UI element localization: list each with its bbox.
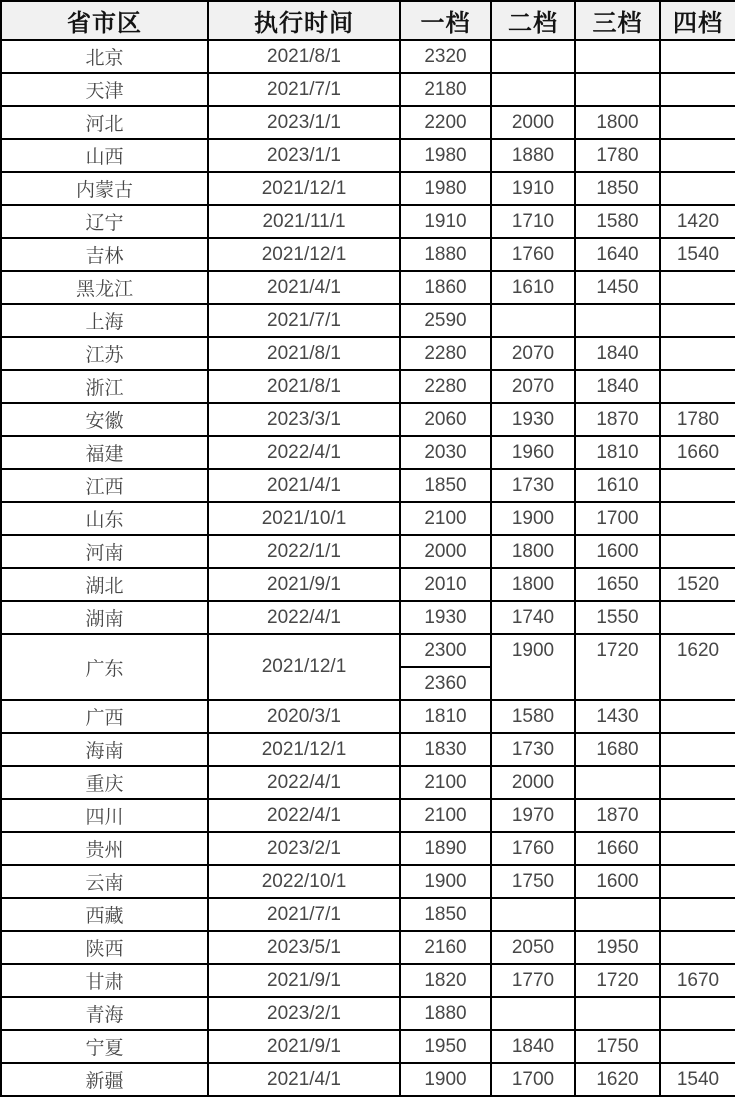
date-cell: 2022/4/1: [208, 766, 400, 799]
tier3-cell: 1870: [575, 403, 660, 436]
date-cell: 2021/12/1: [208, 172, 400, 205]
tier1-cell: 2300: [400, 634, 491, 667]
tier1-cell: 1850: [400, 469, 491, 502]
tier1-cell: 2100: [400, 799, 491, 832]
region-cell: 陕西: [1, 931, 208, 964]
tier1-cell: 1900: [400, 1063, 491, 1096]
table-row: [1, 799, 735, 832]
region-cell: 海南: [1, 733, 208, 766]
tier3-cell: [575, 766, 660, 799]
table-row: [1, 1063, 735, 1096]
tier2-cell: 2070: [491, 337, 575, 370]
region-cell: 北京: [1, 40, 208, 73]
table-row: [1, 733, 735, 766]
tier3-cell: 1780: [575, 139, 660, 172]
tier4-cell: [660, 898, 735, 931]
tier1-cell: 1860: [400, 271, 491, 304]
tier1-cell: 2030: [400, 436, 491, 469]
tier2-cell: 2050: [491, 931, 575, 964]
region-cell: 福建: [1, 436, 208, 469]
tier2-cell: 1740: [491, 601, 575, 634]
tier4-cell: [660, 865, 735, 898]
tier1-cell: 2160: [400, 931, 491, 964]
tier3-cell: 1840: [575, 337, 660, 370]
table-row: [1, 700, 735, 733]
tier3-cell: 1660: [575, 832, 660, 865]
table-row: [1, 601, 735, 634]
tier3-cell: 1870: [575, 799, 660, 832]
tier1-cell: 2010: [400, 568, 491, 601]
column-header-tier4: 四档: [660, 1, 735, 40]
region-cell: 河北: [1, 106, 208, 139]
tier3-cell: 1610: [575, 469, 660, 502]
region-cell: 湖南: [1, 601, 208, 634]
tier2-cell: 1730: [491, 733, 575, 766]
tier3-cell: 1620: [575, 1063, 660, 1096]
date-cell: 2023/1/1: [208, 139, 400, 172]
tier3-cell: 1800: [575, 106, 660, 139]
tier4-cell: 1670: [660, 964, 735, 997]
column-header-region: 省市区: [1, 1, 208, 40]
tier2-cell: [491, 73, 575, 106]
tier3-cell: [575, 898, 660, 931]
date-cell: 2023/2/1: [208, 997, 400, 1030]
tier3-cell: 1950: [575, 931, 660, 964]
table-row: [1, 370, 735, 403]
tier4-cell: 1620: [660, 634, 735, 700]
table-header: [1, 1, 735, 40]
region-cell: 江西: [1, 469, 208, 502]
tier2-cell: [491, 997, 575, 1030]
table-row: [1, 73, 735, 106]
date-cell: 2021/12/1: [208, 733, 400, 766]
date-cell: 2020/3/1: [208, 700, 400, 733]
table-row: [1, 898, 735, 931]
tier4-cell: [660, 73, 735, 106]
table-row: [1, 865, 735, 898]
tier3-cell: 1680: [575, 733, 660, 766]
table-row: [1, 535, 735, 568]
region-cell: 新疆: [1, 1063, 208, 1096]
tier1-cell: 2100: [400, 502, 491, 535]
date-cell: 2021/7/1: [208, 73, 400, 106]
date-cell: 2021/4/1: [208, 1063, 400, 1096]
table-row: [1, 1030, 735, 1063]
tier4-cell: 1540: [660, 238, 735, 271]
tier4-cell: [660, 40, 735, 73]
region-cell: 青海: [1, 997, 208, 1030]
tier1-cell: 1830: [400, 733, 491, 766]
tier2-cell: 1800: [491, 535, 575, 568]
region-cell: 内蒙古: [1, 172, 208, 205]
region-cell: 上海: [1, 304, 208, 337]
tier4-cell: [660, 502, 735, 535]
date-cell: 2021/4/1: [208, 469, 400, 502]
date-cell: 2021/8/1: [208, 337, 400, 370]
tier2-cell: 1580: [491, 700, 575, 733]
tier2-cell: 1970: [491, 799, 575, 832]
region-cell: 广西: [1, 700, 208, 733]
tier1-cell: 1820: [400, 964, 491, 997]
tier3-cell: 1550: [575, 601, 660, 634]
tier3-cell: 1810: [575, 436, 660, 469]
tier3-cell: 1850: [575, 172, 660, 205]
table-row: [1, 964, 735, 997]
tier3-cell: 1600: [575, 535, 660, 568]
tier2-cell: 1700: [491, 1063, 575, 1096]
tier3-cell: 1640: [575, 238, 660, 271]
tier2-cell: 1610: [491, 271, 575, 304]
tier3-cell: 1600: [575, 865, 660, 898]
tier2-cell: 1770: [491, 964, 575, 997]
tier2-cell: 1880: [491, 139, 575, 172]
table-row: [1, 139, 735, 172]
table-row: [1, 931, 735, 964]
tier4-cell: [660, 700, 735, 733]
tier3-cell: 1840: [575, 370, 660, 403]
tier4-cell: 1420: [660, 205, 735, 238]
tier2-cell: 1760: [491, 238, 575, 271]
region-cell: 浙江: [1, 370, 208, 403]
tier2-cell: [491, 898, 575, 931]
tier2-cell: 1750: [491, 865, 575, 898]
table-row: [1, 997, 735, 1030]
tier4-cell: [660, 469, 735, 502]
tier3-cell: 1450: [575, 271, 660, 304]
region-cell: 黑龙江: [1, 271, 208, 304]
region-cell: 四川: [1, 799, 208, 832]
tier4-cell: [660, 271, 735, 304]
date-cell: 2021/7/1: [208, 304, 400, 337]
date-cell: 2023/1/1: [208, 106, 400, 139]
tier4-cell: 1660: [660, 436, 735, 469]
region-cell: 云南: [1, 865, 208, 898]
date-cell: 2021/12/1: [208, 238, 400, 271]
column-header-tier2: 二档: [491, 1, 575, 40]
tier4-cell: [660, 931, 735, 964]
tier4-cell: 1780: [660, 403, 735, 436]
tier3-cell: [575, 73, 660, 106]
tier4-cell: [660, 832, 735, 865]
date-cell: 2021/9/1: [208, 1030, 400, 1063]
tier3-cell: 1720: [575, 964, 660, 997]
tier2-cell: 2000: [491, 106, 575, 139]
tier2-cell: 1800: [491, 568, 575, 601]
tier2-cell: 2000: [491, 766, 575, 799]
tier2-cell: 1960: [491, 436, 575, 469]
table-row: [1, 502, 735, 535]
region-cell: 河南: [1, 535, 208, 568]
date-cell: 2021/9/1: [208, 568, 400, 601]
table-body: [1, 40, 735, 1096]
tier4-cell: [660, 304, 735, 337]
table-row: [1, 271, 735, 304]
tier1-cell: 1980: [400, 139, 491, 172]
region-cell: 吉林: [1, 238, 208, 271]
tier1-cell: 2180: [400, 73, 491, 106]
tier1-cell: 1980: [400, 172, 491, 205]
region-cell: 重庆: [1, 766, 208, 799]
tier1-cell: 2060: [400, 403, 491, 436]
date-cell: 2021/4/1: [208, 271, 400, 304]
tier1-cell: 2280: [400, 337, 491, 370]
tier2-cell: 1900: [491, 502, 575, 535]
table-row: [1, 106, 735, 139]
tier4-cell: [660, 997, 735, 1030]
date-cell: 2023/5/1: [208, 931, 400, 964]
region-cell: 贵州: [1, 832, 208, 865]
tier1-cell: 2320: [400, 40, 491, 73]
header-row: [1, 1, 735, 40]
date-cell: 2021/11/1: [208, 205, 400, 238]
region-cell: 宁夏: [1, 1030, 208, 1063]
tier1-cell: 1850: [400, 898, 491, 931]
region-cell: 西藏: [1, 898, 208, 931]
tier1-cell: 2000: [400, 535, 491, 568]
region-cell: 山东: [1, 502, 208, 535]
tier4-cell: 1520: [660, 568, 735, 601]
date-cell: 2022/1/1: [208, 535, 400, 568]
date-cell: 2023/3/1: [208, 403, 400, 436]
date-cell: 2021/8/1: [208, 370, 400, 403]
tier2-cell: 1840: [491, 1030, 575, 1063]
tier4-cell: [660, 139, 735, 172]
table-row: [1, 634, 735, 667]
tier2-cell: 1910: [491, 172, 575, 205]
tier1-cell: 2360: [400, 667, 491, 700]
tier4-cell: [660, 601, 735, 634]
tier4-cell: [660, 766, 735, 799]
region-cell: 天津: [1, 73, 208, 106]
region-cell: 广东: [1, 634, 208, 700]
tier1-cell: 1810: [400, 700, 491, 733]
tier1-cell: 1950: [400, 1030, 491, 1063]
table-row: [1, 172, 735, 205]
tier3-cell: 1700: [575, 502, 660, 535]
tier1-cell: 1890: [400, 832, 491, 865]
table-row: [1, 832, 735, 865]
table-row: [1, 304, 735, 337]
tier3-cell: 1580: [575, 205, 660, 238]
tier1-cell: 1910: [400, 205, 491, 238]
date-cell: 2021/7/1: [208, 898, 400, 931]
tier1-cell: 2200: [400, 106, 491, 139]
date-cell: 2021/9/1: [208, 964, 400, 997]
tier4-cell: [660, 106, 735, 139]
tier4-cell: 1540: [660, 1063, 735, 1096]
date-cell: 2022/4/1: [208, 436, 400, 469]
tier2-cell: [491, 304, 575, 337]
tier1-cell: 1900: [400, 865, 491, 898]
tier1-cell: 2100: [400, 766, 491, 799]
tier4-cell: [660, 172, 735, 205]
date-cell: 2021/8/1: [208, 40, 400, 73]
table-row: [1, 469, 735, 502]
date-cell: 2021/12/1: [208, 634, 400, 700]
region-cell: 辽宁: [1, 205, 208, 238]
tier3-cell: 1720: [575, 634, 660, 700]
tier4-cell: [660, 337, 735, 370]
tier2-cell: 1710: [491, 205, 575, 238]
region-cell: 山西: [1, 139, 208, 172]
tier2-cell: [491, 40, 575, 73]
tier4-cell: [660, 799, 735, 832]
date-cell: 2022/4/1: [208, 601, 400, 634]
tier3-cell: [575, 40, 660, 73]
column-header-tier3: 三档: [575, 1, 660, 40]
table-row: [1, 337, 735, 370]
region-cell: 湖北: [1, 568, 208, 601]
tier4-cell: [660, 535, 735, 568]
tier1-cell: 1930: [400, 601, 491, 634]
tier1-cell: 2590: [400, 304, 491, 337]
tier2-cell: 1930: [491, 403, 575, 436]
table-row: [1, 205, 735, 238]
tier3-cell: 1430: [575, 700, 660, 733]
tier4-cell: [660, 370, 735, 403]
region-cell: 甘肃: [1, 964, 208, 997]
region-cell: 安徽: [1, 403, 208, 436]
table-row: [1, 403, 735, 436]
column-header-tier1: 一档: [400, 1, 491, 40]
tier4-cell: [660, 733, 735, 766]
tier2-cell: 2070: [491, 370, 575, 403]
tier1-cell: 2280: [400, 370, 491, 403]
table-row: [1, 238, 735, 271]
tier3-cell: [575, 304, 660, 337]
tier1-cell: 1880: [400, 997, 491, 1030]
tier2-cell: 1730: [491, 469, 575, 502]
table-row: [1, 766, 735, 799]
tier3-cell: 1650: [575, 568, 660, 601]
date-cell: 2023/2/1: [208, 832, 400, 865]
tier2-cell: 1900: [491, 634, 575, 700]
date-cell: 2022/4/1: [208, 799, 400, 832]
column-header-date: 执行时间: [208, 1, 400, 40]
tier3-cell: [575, 997, 660, 1030]
region-cell: 江苏: [1, 337, 208, 370]
table-row: [1, 568, 735, 601]
date-cell: 2022/10/1: [208, 865, 400, 898]
tier1-cell: 1880: [400, 238, 491, 271]
tier3-cell: 1750: [575, 1030, 660, 1063]
date-cell: 2021/10/1: [208, 502, 400, 535]
tier4-cell: [660, 1030, 735, 1063]
table-row: [1, 40, 735, 73]
tier2-cell: 1760: [491, 832, 575, 865]
table-row: [1, 436, 735, 469]
